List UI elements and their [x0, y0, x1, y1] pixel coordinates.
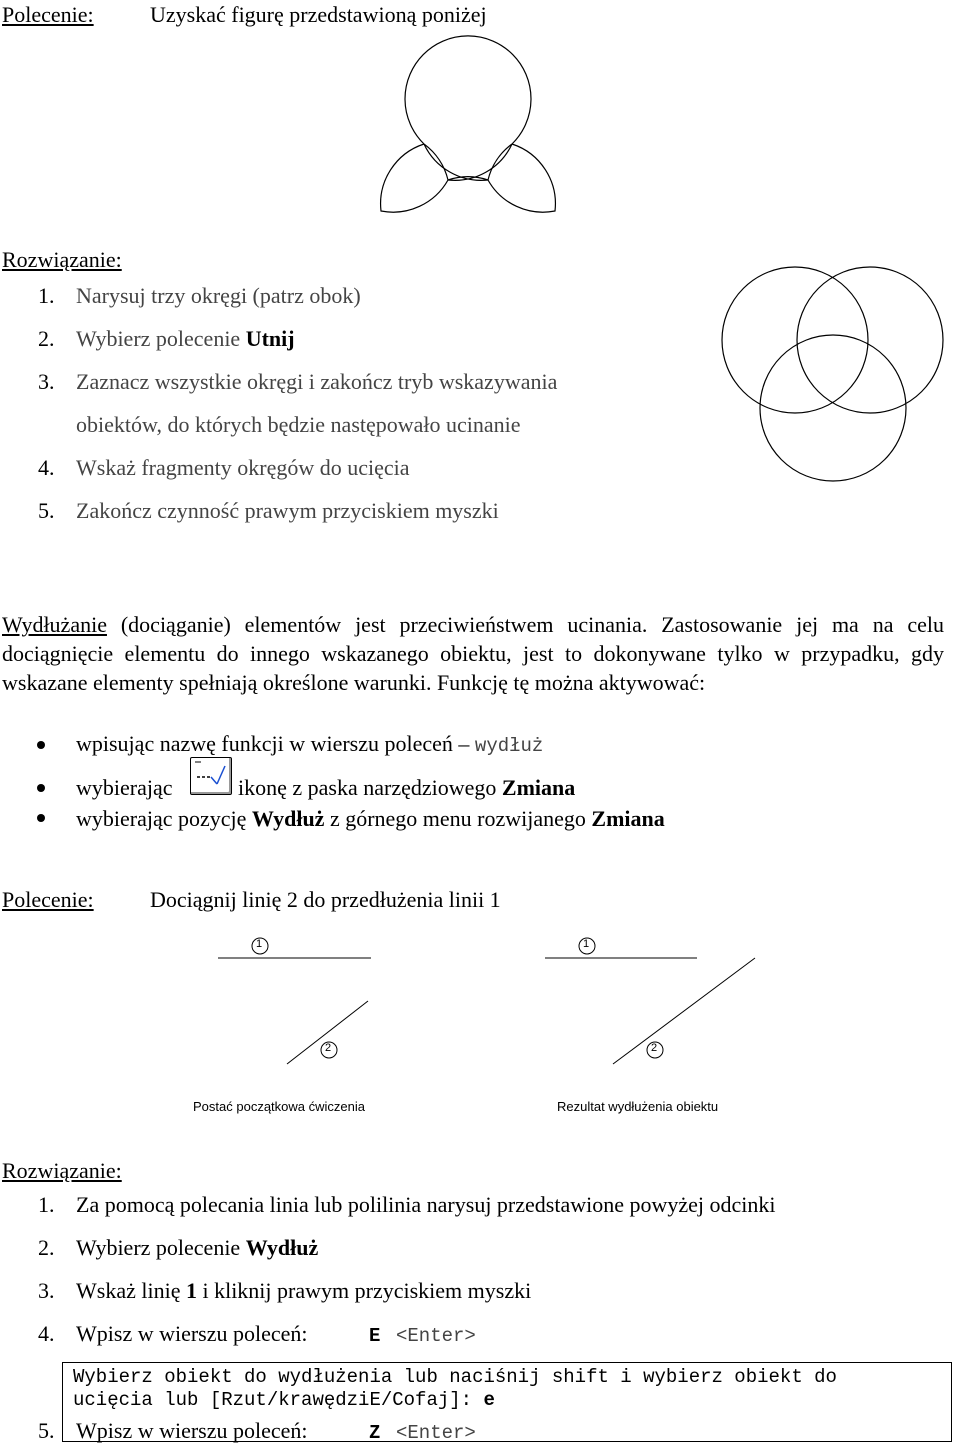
command-key: Z: [369, 1422, 381, 1444]
solution2-label: Rozwiązanie:: [2, 1158, 122, 1183]
step-number: 3.: [38, 369, 55, 394]
step-text: Narysuj trzy okręgi (patrz obok): [76, 283, 361, 308]
caption-result: Rezultat wydłużenia obiektu: [557, 1099, 719, 1114]
step-text: Wybierz polecenie Wydłuż: [76, 1235, 319, 1260]
step-number: 5.: [38, 498, 55, 523]
task2-label: Polecenie:: [2, 887, 94, 912]
line-marker-1: 1: [256, 938, 263, 950]
step-text: Zaznacz wszystkie okręgi i zakończ tryb wskazywania: [76, 369, 558, 394]
line-marker-1: 1: [583, 938, 590, 950]
step-number: 4.: [38, 1321, 55, 1346]
bullet-item-command: wpisując nazwę funkcji w wierszu poleceń – wydłuż: [76, 731, 544, 757]
step-text: Wskaż linię 1 i kliknij prawym przyciskiem myszki: [76, 1278, 532, 1303]
task1-text: Uzyskać figurę przedstawioną poniżej: [150, 2, 487, 27]
step-number: 2.: [38, 1235, 55, 1260]
caption-initial: Postać początkowa ćwiczenia: [193, 1099, 365, 1114]
step-number: 1.: [38, 1192, 55, 1217]
enter-key: <Enter>: [396, 1325, 476, 1347]
step-number: 3.: [38, 1278, 55, 1303]
step-text: Wskaż fragmenty okręgów do ucięcia: [76, 455, 410, 480]
step-text: Wpisz w wierszu poleceń:: [76, 1418, 308, 1443]
enter-key: <Enter>: [396, 1422, 476, 1444]
step-number: 1.: [38, 283, 55, 308]
bullet-pre: wybierając: [76, 775, 173, 800]
extend-intro-paragraph: Wydłużanie (dociąganie) elementów jest przeciwieństwem ucinania. Zastosowanie jej ma na celu dociągnięcie elementu do innego wskazanego obiektu, jest to dokonywane tylko w przypadku, gdy wskazane elementy spełniają określone warunki. Funkcję tę można aktywować:: [2, 612, 944, 695]
solution1-label: Rozwiązanie:: [2, 247, 122, 272]
command-key: E: [369, 1325, 381, 1347]
step-text-continuation: obiektów, do których będzie następowało ucinanie: [76, 412, 521, 437]
task1-label: Polecenie:: [2, 2, 94, 27]
line-marker-2: 2: [651, 1042, 658, 1054]
step-text: Zakończ czynność prawym przyciskiem myszki: [76, 498, 499, 523]
line-marker-2: 2: [325, 1042, 332, 1054]
step-text: Za pomocą polecania linia lub polilinia narysuj przedstawione powyżej odcinki: [76, 1192, 776, 1217]
step-number: 2.: [38, 326, 55, 351]
bullet-post: ikonę z paska narzędziowego Zmiana: [238, 775, 576, 800]
step-number: 4.: [38, 455, 55, 480]
step-text: Wpisz w wierszu poleceń:: [76, 1321, 308, 1346]
task2-text: Dociągnij linię 2 do przedłużenia linii 1: [150, 887, 501, 912]
step-text: Wybierz polecenie Utnij: [76, 326, 295, 351]
command-prompt-line-1: Wybierz obiekt do wydłużenia lub naciśnij shift i wybierz obiekt do: [73, 1366, 837, 1388]
bullet-item-menu: wybierając pozycję Wydłuż z górnego menu rozwijanego Zmiana: [76, 806, 665, 831]
step-number: 5.: [38, 1418, 55, 1443]
command-prompt-line-2: ucięcia lub [Rzut/krawędziE/Cofaj]: e: [73, 1389, 495, 1411]
